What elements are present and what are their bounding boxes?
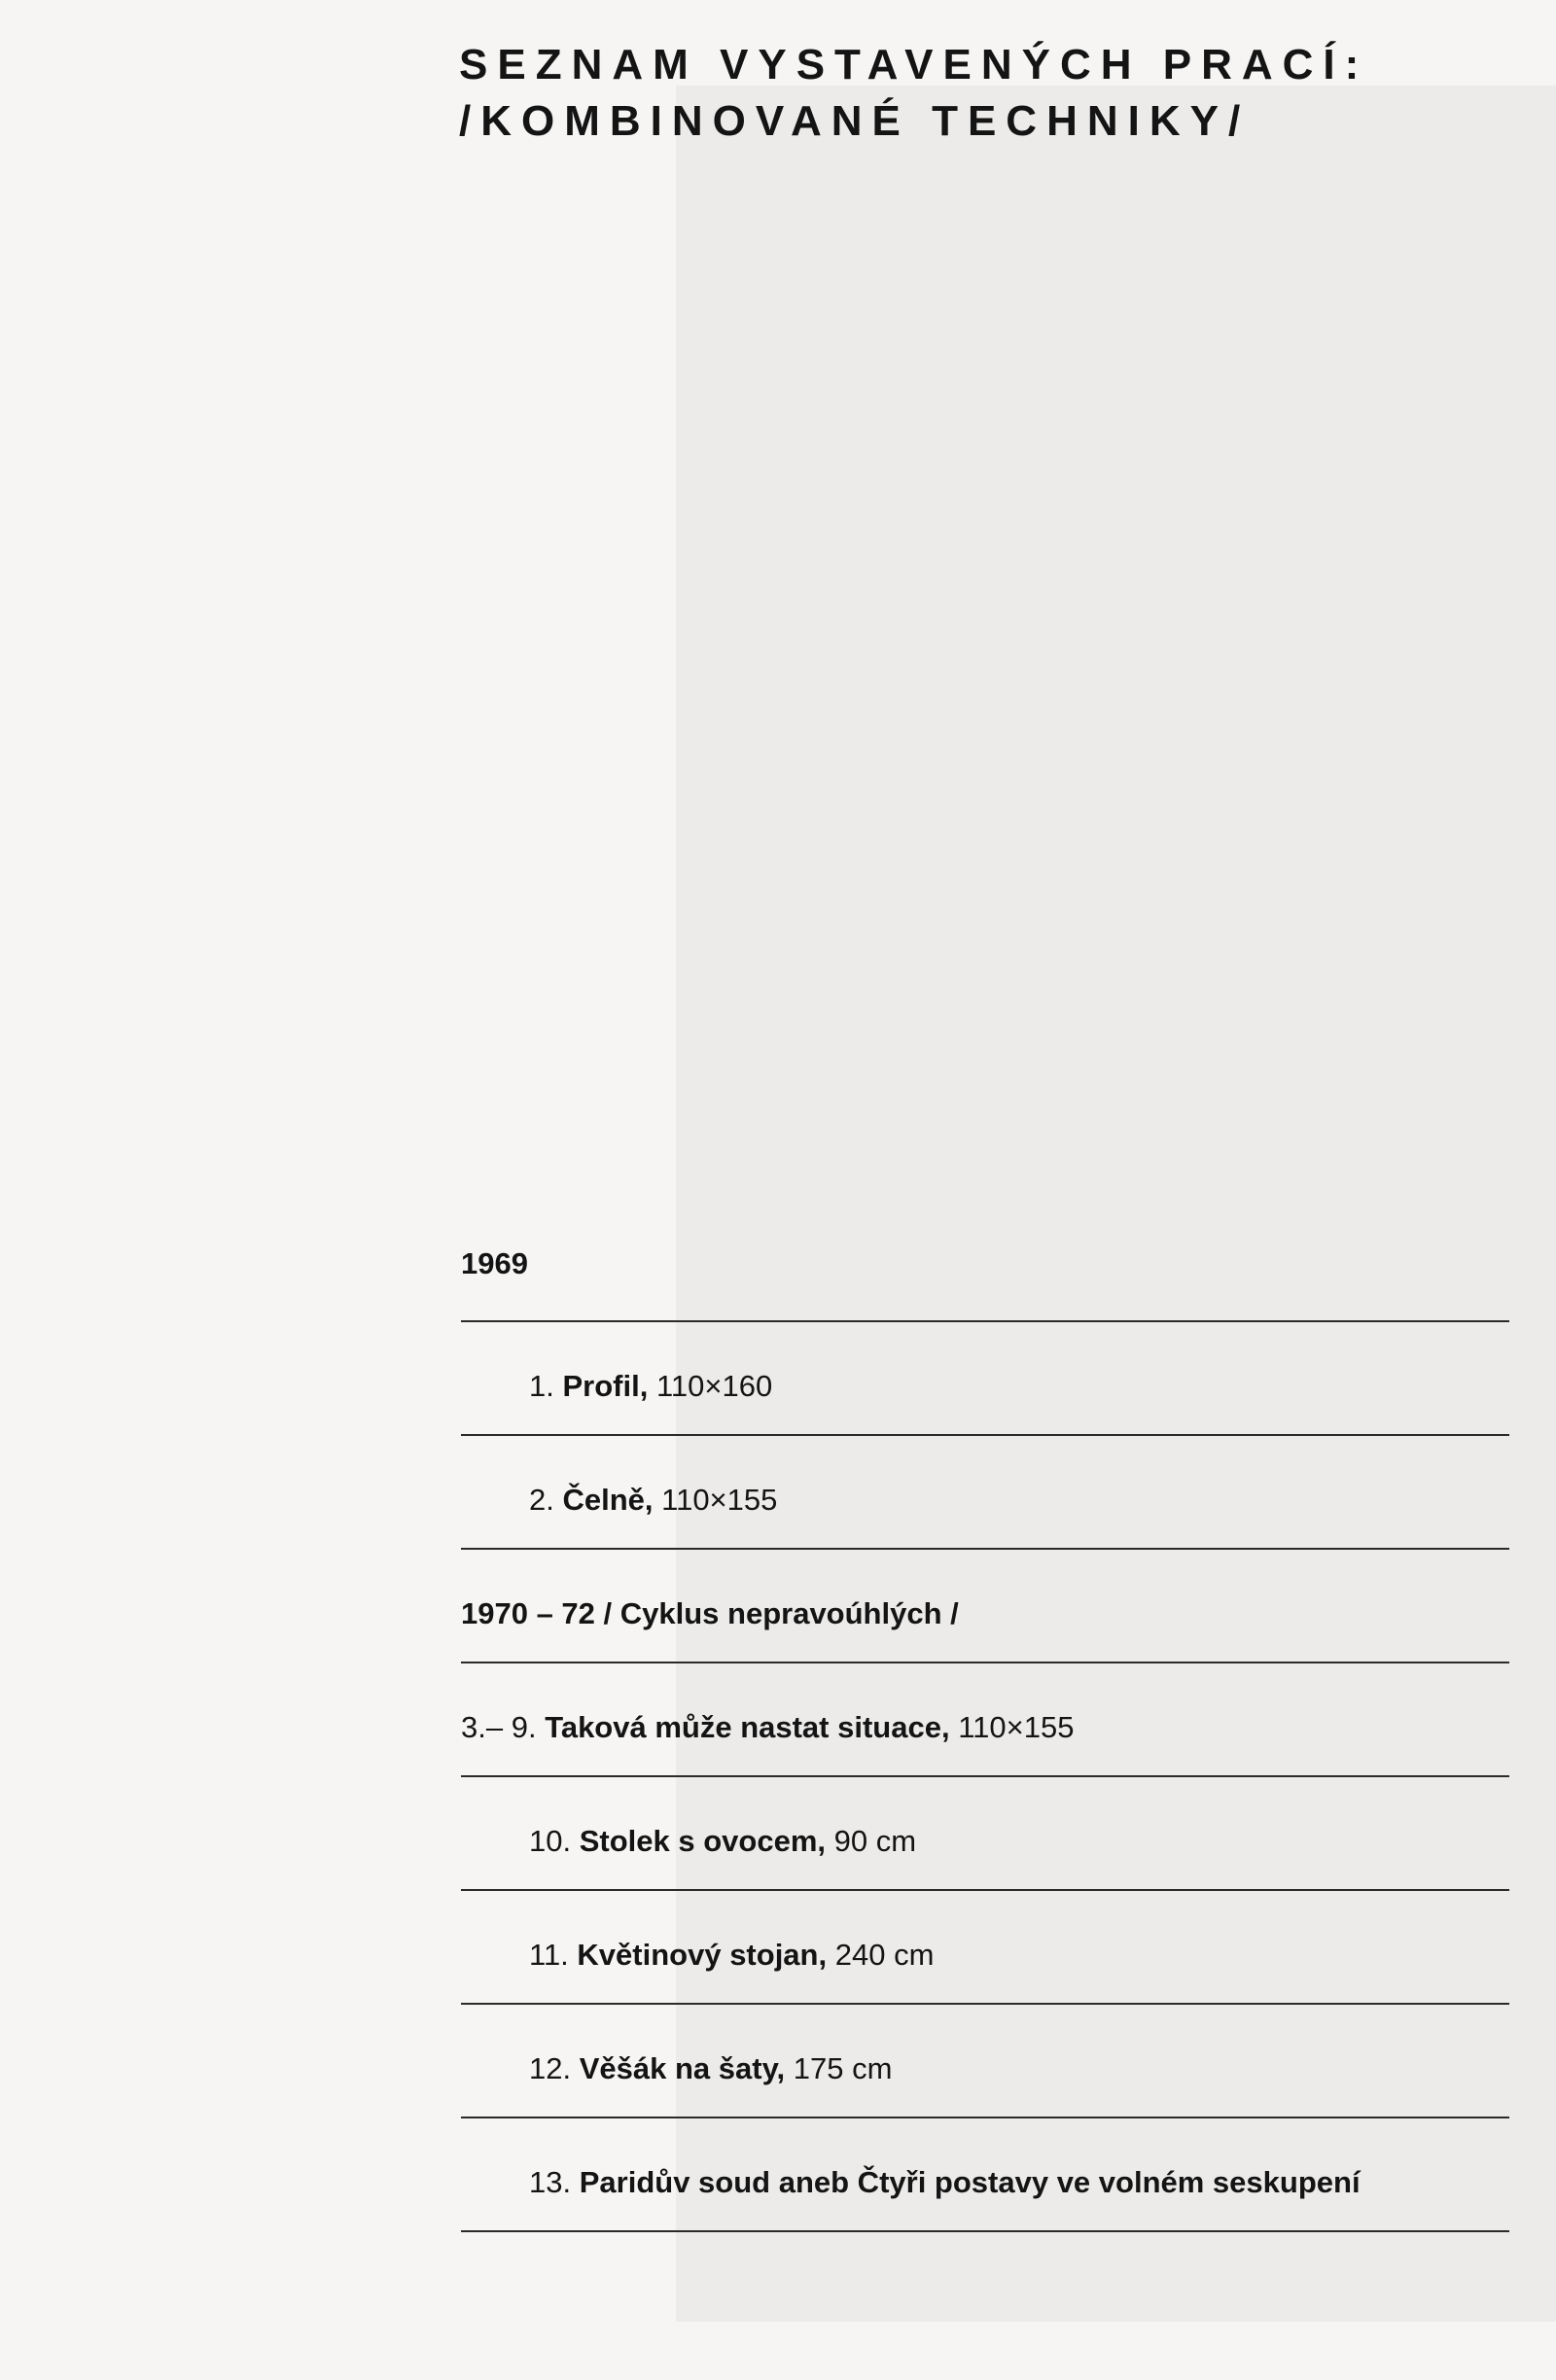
item-number: 11.	[529, 1938, 569, 1972]
item-title: Stolek s ovocem,	[579, 1824, 827, 1858]
item-title: Věšák na šaty,	[579, 2051, 786, 2085]
list-item	[461, 2005, 1509, 2118]
item-detail: 175 cm	[793, 2051, 893, 2085]
list-item	[461, 2118, 1509, 2232]
item-number: 12.	[529, 2051, 572, 2085]
item-number: 1.	[529, 1369, 554, 1403]
title-line-1: SEZNAM VYSTAVENÝCH PRACÍ:	[459, 41, 1369, 88]
item-detail: 110×160	[655, 1369, 773, 1403]
section-heading-cycle	[461, 1550, 1509, 1663]
section-label: 1970 – 72 / Cyklus nepravoúhlých /	[461, 1596, 959, 1630]
item-title: Taková může nastat situace,	[545, 1710, 950, 1744]
list-item	[461, 1322, 1509, 1436]
item-detail: 110×155	[958, 1710, 1075, 1744]
list-item	[461, 1436, 1509, 1550]
item-number: 2.	[529, 1483, 554, 1517]
title-line-2: /KOMBINOVANÉ TECHNIKY/	[459, 97, 1251, 145]
list-item	[461, 1663, 1509, 1777]
item-detail: 110×155	[661, 1483, 778, 1517]
item-detail: 90 cm	[833, 1824, 917, 1858]
item-title: Paridův soud aneb Čtyři postavy ve volném seskupení	[579, 2165, 1361, 2199]
page-title	[459, 37, 1368, 150]
item-number: 3.– 9.	[461, 1710, 537, 1744]
item-title: Čelně,	[562, 1483, 654, 1517]
works-list	[461, 1206, 1509, 2232]
year-label: 1969	[461, 1246, 528, 1280]
item-number: 10.	[529, 1824, 572, 1858]
item-number: 13.	[529, 2165, 572, 2199]
item-detail: 240 cm	[834, 1938, 935, 1972]
year-heading-1969	[461, 1206, 1509, 1322]
item-title: Profil,	[562, 1369, 649, 1403]
list-item	[461, 1777, 1509, 1891]
item-title: Květinový stojan,	[577, 1938, 828, 1972]
list-item	[461, 1891, 1509, 2005]
